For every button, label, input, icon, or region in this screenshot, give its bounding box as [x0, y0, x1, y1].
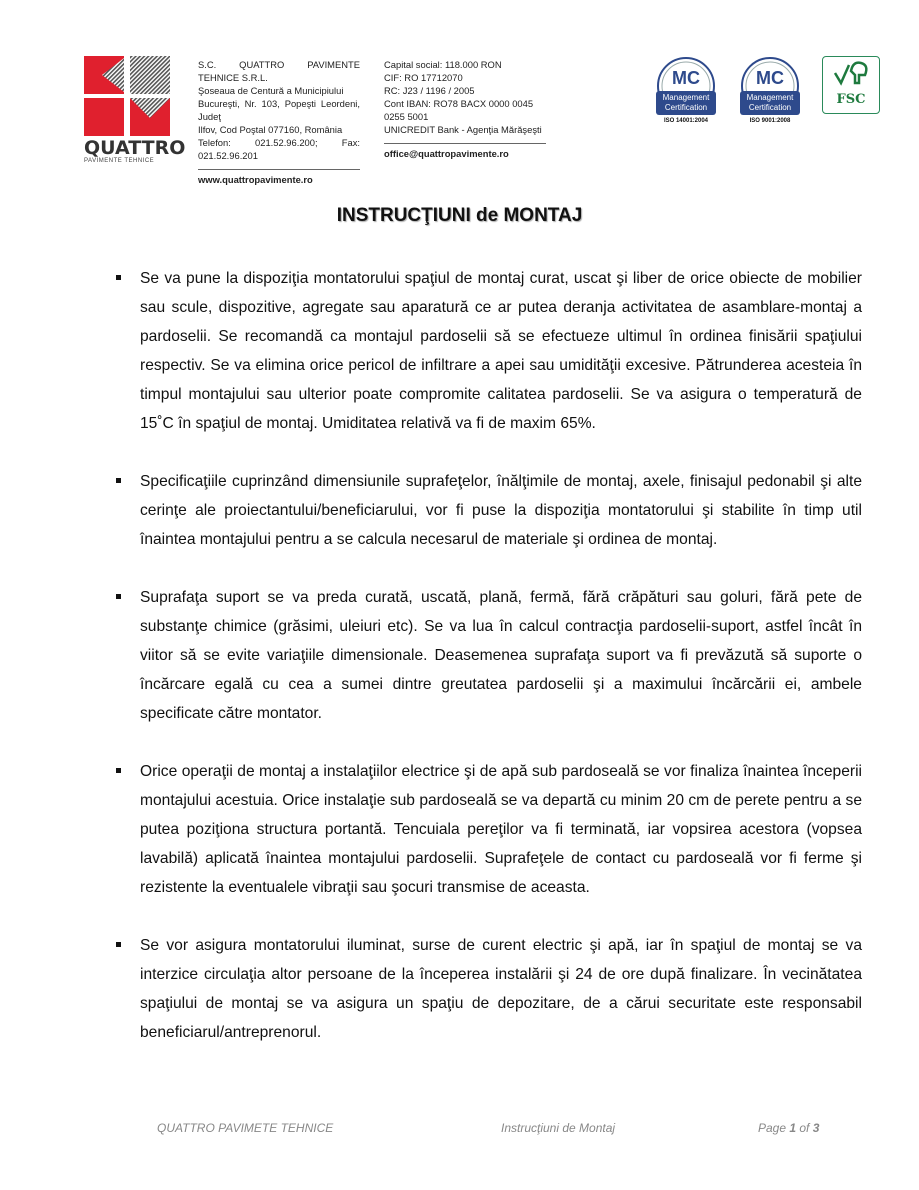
- finance-line: CIF: RO 17712070: [384, 72, 463, 83]
- iso-14001-badge: [652, 56, 720, 124]
- company-line: S.C. QUATTRO PAVIMENTE TEHNICE S.R.L.: [198, 59, 360, 83]
- list-item: [140, 264, 862, 438]
- company-finance: [384, 58, 554, 160]
- bullet-icon: [116, 942, 121, 947]
- iso-9001-badge: [736, 56, 804, 124]
- current-page: 1: [789, 1121, 797, 1135]
- page-of: of: [796, 1121, 813, 1135]
- logo-name: QUATTRO: [84, 137, 186, 159]
- cert-band: Management Certification: [656, 91, 716, 115]
- page-label: Page: [758, 1121, 790, 1135]
- finance-line: UNICREDIT Bank - Agenţia Mărăşeşti: [384, 124, 542, 135]
- cert-iso: ISO 14001:2004: [663, 118, 709, 124]
- cert-iso: ISO 9001:2008: [749, 118, 791, 124]
- email-link[interactable]: office@quattropavimente.ro: [384, 148, 509, 159]
- company-line: Şoseaua de Centură a Municipiului: [198, 85, 344, 96]
- logo-subtitle: PAVIMENTE TEHNICE: [84, 158, 155, 164]
- divider: [384, 143, 546, 144]
- list-item: [140, 757, 862, 902]
- paragraph-text: Suprafaţa suport se va preda curată, uscată, plană, fermă, fără crăpături sau goluri, fără pete de substanţe chimice (grăsimi, uleiuri etc). Se va lua în calcul contracţia pardoselii-suport, astfel încât în viitor să se evite variaţiile dimensionale. Deasemenea suprafaţa suport va fi prevăzută să suporte o încărcare egală cu cea a sumei dintre greutatea pardoselii şi a maximului încărcării ei, ambele specificate către montator.: [140, 589, 862, 722]
- list-item: [140, 467, 862, 554]
- finance-line: RC: J23 / 1196 / 2005: [384, 85, 475, 96]
- list-item: [140, 583, 862, 728]
- bullet-icon: [116, 478, 121, 483]
- footer-company: QUATTRO PAVIMETE TEHNICE: [157, 1121, 334, 1135]
- divider: [198, 169, 360, 170]
- fsc-text: FSC: [836, 92, 866, 107]
- paragraph-text: Specificaţiile cuprinzând dimensiunile suprafeţelor, înălţimile de montaj, axele, finisajul pedonabil şi alte cerinţe ale proiectantului/beneficiarului, vor fi puse la dispoziţia montatorului şi stabilite în timp util înaintea montajului pentru a se calcula necesarul de materiale şi ordinea de montaj.: [140, 473, 862, 548]
- bullet-icon: [116, 768, 121, 773]
- bullet-icon: [116, 594, 121, 599]
- fsc-logo: [822, 56, 880, 114]
- company-line: Ilfov, Cod Poştal 077160, România: [198, 124, 343, 135]
- paragraph-text: Se va pune la dispoziţia montatorului spaţiul de montaj curat, uscat şi liber de orice obiecte de mobilier sau scule, dispozitive, agregate sau aparatură ce ar putea deranja activitatea de asamblare-montaj a pardoselii. Se recomandă ca montajul pardoselii să se efectueze ultimul în ordinea finisării spaţiului respectiv. Se va elimina orice pericol de infiltrare a apei sau umidităţii excesive. Pătrunderea acesteia în timpul montajului sau ulterior poate compromite calitatea pardoselii. Se va asigura o temperatură de 15˚C în spaţiul de montaj. Umiditatea relativă va fi de maxim 65%.: [140, 270, 862, 432]
- company-line: Bucureşti, Nr. 103, Popeşti Leordeni, Judeţ: [198, 98, 360, 122]
- cert-band: Management Certification: [740, 91, 800, 115]
- total-pages: 3: [812, 1121, 820, 1135]
- list-item: [140, 931, 862, 1047]
- finance-line: Capital social: 118.000 RON: [384, 59, 502, 70]
- company-address: [198, 58, 360, 186]
- footer-page-number: [758, 1121, 819, 1135]
- fsc-tree-icon: [831, 57, 871, 89]
- instructions-list: [140, 264, 862, 1076]
- footer-doc-title: Instrucţiuni de Montaj: [501, 1121, 616, 1135]
- website-link[interactable]: www.quattropavimente.ro: [198, 174, 313, 185]
- page-title: INSTRUCŢIUNI de MONTAJ: [336, 205, 583, 226]
- paragraph-text: Se vor asigura montatorului iluminat, surse de curent electric şi apă, iar în spaţiul de montaj se va interzice circulaţia altor persoane de la începerea instalării şi 24 de ore după finalizare. În vecinătatea spaţiului de montaj se va asigura un spaţiu de depozitare, de a cărui securitate este responsabil beneficiarul/antreprenorul.: [140, 937, 862, 1041]
- certifications: [652, 56, 880, 124]
- paragraph-text: Orice operaţii de montaj a instalaţiilor electrice şi de apă sub pardoseală se vor finaliza înaintea începerii montajului acestuia. Orice instalaţie sub pardoseală se va departă cu minim 20 cm de perete pentru a se putea poziţiona structura portantă. Tencuiala pereţilor va fi terminată, iar vopsirea acestora (vopsea lavabilă) aplicată înaintea montajului pardoselii. Suprafeţele de contact cu pardoseală vor fi ferme şi rezistente la eventualele vibraţii sau şocuri transmise de aceasta.: [140, 763, 862, 896]
- bullet-icon: [116, 275, 121, 280]
- cert-mark: MC: [672, 68, 700, 88]
- finance-line: Cont IBAN: RO78 BACX 0000 0045 0255 5001: [384, 98, 534, 122]
- company-line: Telefon: 021.52.96.200; Fax: 021.52.96.201: [198, 137, 360, 161]
- quattro-logo: [84, 56, 186, 164]
- cert-mark: MC: [756, 68, 784, 88]
